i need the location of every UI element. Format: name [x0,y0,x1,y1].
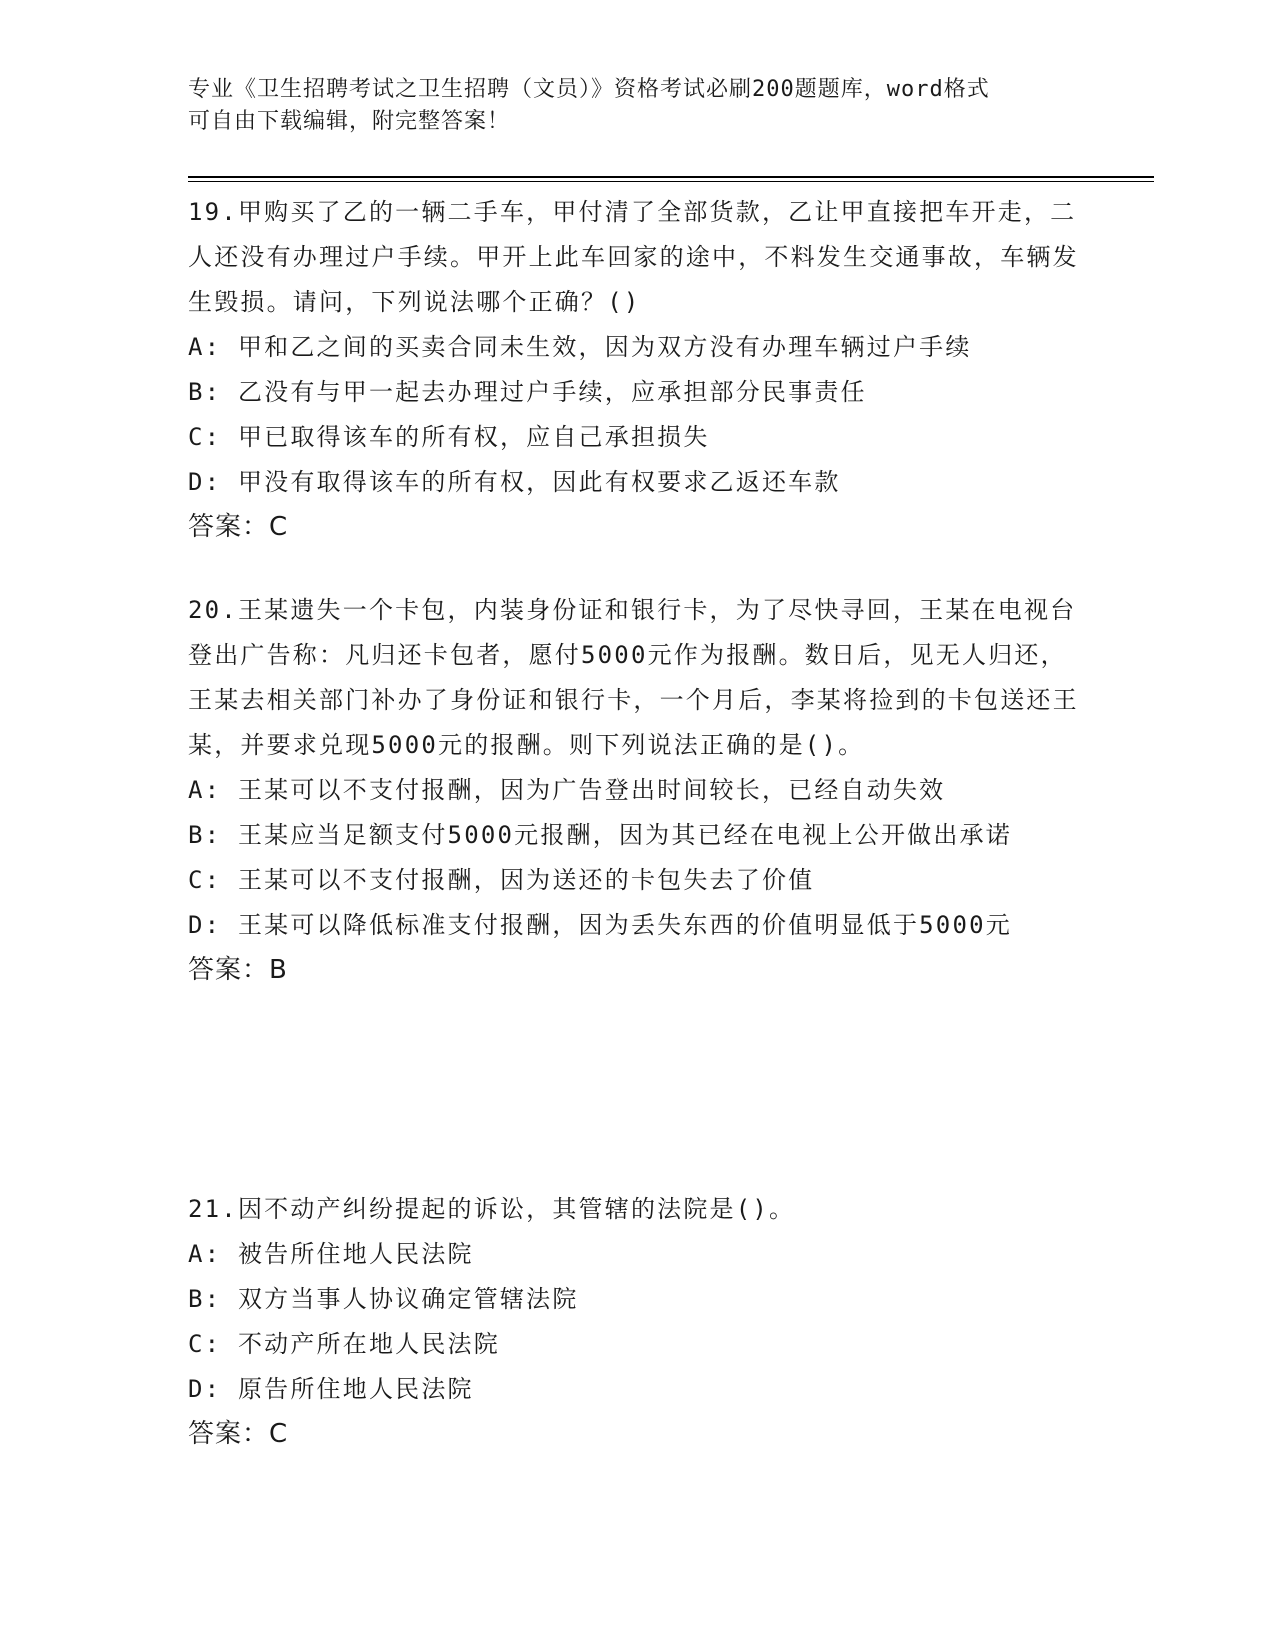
answer-label: 答案：C [188,1419,289,1449]
question-stem: 19.甲购买了乙的一辆二手车，甲付清了全部货款，乙让甲直接把车开走，二人还没有办理过户手续。甲开上此车回家的途中，不料发生交通事故，车辆发生毁损。请问，下列说法哪个正确？() [188,198,1079,316]
option-d: D: 甲没有取得该车的所有权，因此有权要求乙返还车款 [188,468,841,496]
option-d: D: 王某可以降低标准支付报酬，因为丢失东西的价值明显低于5000元 [188,911,1012,939]
option-c: C: 甲已取得该车的所有权，应自己承担损失 [188,423,710,451]
header-title-line-2: 可自由下载编辑，附完整答案！ [188,109,511,134]
header-divider-thin [188,181,1154,182]
option-a: A: 王某可以不支付报酬，因为广告登出时间较长，已经自动失效 [188,776,946,804]
document-header [188,74,1068,138]
answer-label: 答案：C [188,512,289,542]
option-c: C: 不动产所在地人民法院 [188,1330,500,1358]
option-a: A: 被告所住地人民法院 [188,1240,474,1268]
option-b: B: 双方当事人协议确定管辖法院 [188,1285,579,1313]
question-stem: 21.因不动产纠纷提起的诉讼，其管辖的法院是()。 [188,1195,796,1223]
answer-label: 答案：B [188,955,288,985]
question-19 [188,190,1088,550]
option-b: B: 王某应当足额支付5000元报酬，因为其已经在电视上公开做出承诺 [188,821,1012,849]
option-a: A: 甲和乙之间的买卖合同未生效，因为双方没有办理车辆过户手续 [188,333,972,361]
option-d: D: 原告所住地人民法院 [188,1375,474,1403]
question-stem: 20.王某遗失一个卡包，内装身份证和银行卡，为了尽快寻回，王某在电视台登出广告称：凡归还卡包者，愿付5000元作为报酬。数日后，见无人归还，王某去相关部门补办了身份证和银行卡，一个月后，李某将捡到的卡包送还王某，并要求兑现5000元的报酬。则下列说法正确的是()。 [188,596,1079,759]
header-title-line-1: 专业《卫生招聘考试之卫生招聘（文员）》资格考试必刷200题题库，word格式 [188,77,990,102]
option-b: B: 乙没有与甲一起去办理过户手续，应承担部分民事责任 [188,378,867,406]
question-21 [188,1187,1088,1457]
question-20 [188,588,1088,993]
option-c: C: 王某可以不支付报酬，因为送还的卡包失去了价值 [188,866,815,894]
header-divider-thick [188,176,1154,178]
